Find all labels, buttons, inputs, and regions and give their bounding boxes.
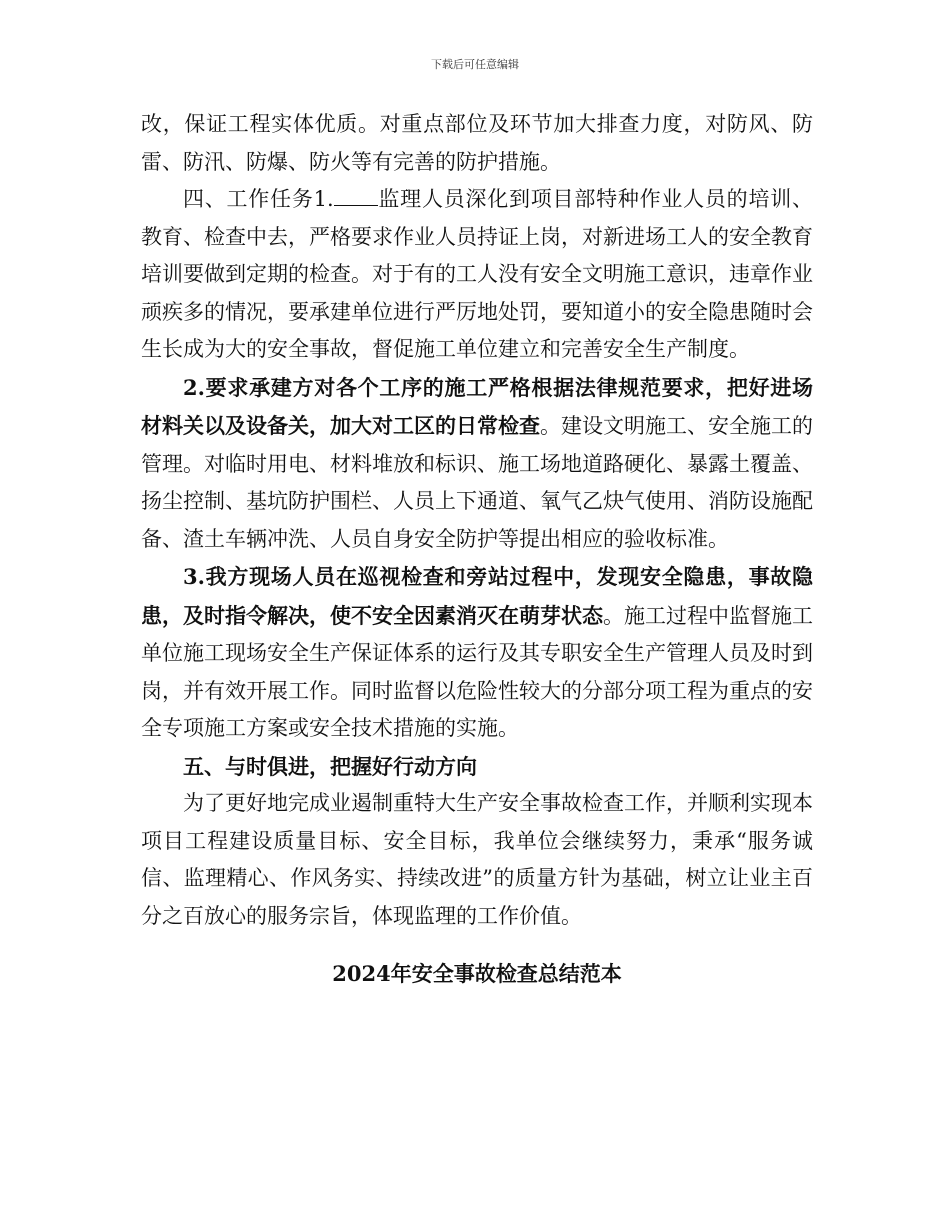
paragraph-conclusion: 为了更好地完成业遏制重特大生产安全事故检查工作，并顺利实现本项目工程建设质量目标、安全目标，我单位会继续努力，秉承“服务诚信、监理精心、作风务实、持续改进”的质量方针为基础，树立让业主百分之百放心的服务宗旨，体现监理的工作价值。 xyxy=(141,791,813,928)
work-tasks-lead: 四、工作任务1. xyxy=(183,187,334,211)
blank-underline xyxy=(334,185,378,206)
paragraph-task-3 xyxy=(141,558,813,748)
task-2-bold: 2.要求承建方对各个工序的施工严格根据法律规范要求，把好进场材料关以及设备关，加大对工区的日常检查 xyxy=(141,374,813,438)
document-body xyxy=(141,106,813,993)
paragraph-work-tasks xyxy=(141,181,813,369)
task-3-text: 。施工过程中监督施工单位施工现场安全生产保证体系的运行及其专职安全生产管理人员及时到岗，并有效开展工作。同时监督以危险性较大的分部分项工程为重点的安全专项施工方案或安全技术措施的实施。 xyxy=(141,603,813,740)
page-header-note: 下载后可任意编辑 xyxy=(431,58,519,71)
document-title: 2024年安全事故检查总结范本 xyxy=(332,961,622,986)
paragraph-task-2 xyxy=(141,369,813,559)
task-2-text: 。建设文明施工、安全施工的管理。对临时用电、材料堆放和标识、施工场地道路硬化、暴露土覆盖、扬尘控制、基坑防护围栏、人员上下通道、氧气乙炔气使用、消防设施配备、渣土车辆冲洗、人员自身安全防护等提出相应的验收标准。 xyxy=(141,414,813,551)
paragraph-continuation: 改，保证工程实体优质。对重点部位及环节加大排查力度，对防风、防雷、防汛、防爆、防火等有完善的防护措施。 xyxy=(141,112,813,174)
task-3-bold: 3.我方现场人员在巡视检查和旁站过程中，发现安全隐患，事故隐患，及时指令解决，使不安全因素消灭在萌芽状态 xyxy=(141,564,813,628)
work-tasks-text: 监理人员深化到项目部特种作业人员的培训、教育、检查中去，严格要求作业人员持证上岗，对新进场工人的安全教育培训要做到定期的检查。对于有的工人没有安全文明施工意识，违章作业顽疾多的情况，要承建单位进行严厉地处罚，要知道小的安全隐患随时会生长成为大的安全事故，督促施工单位建立和完善安全生产制度。 xyxy=(141,187,813,361)
section-heading-5: 五、与时俱进，把握好行动方向 xyxy=(183,753,477,779)
